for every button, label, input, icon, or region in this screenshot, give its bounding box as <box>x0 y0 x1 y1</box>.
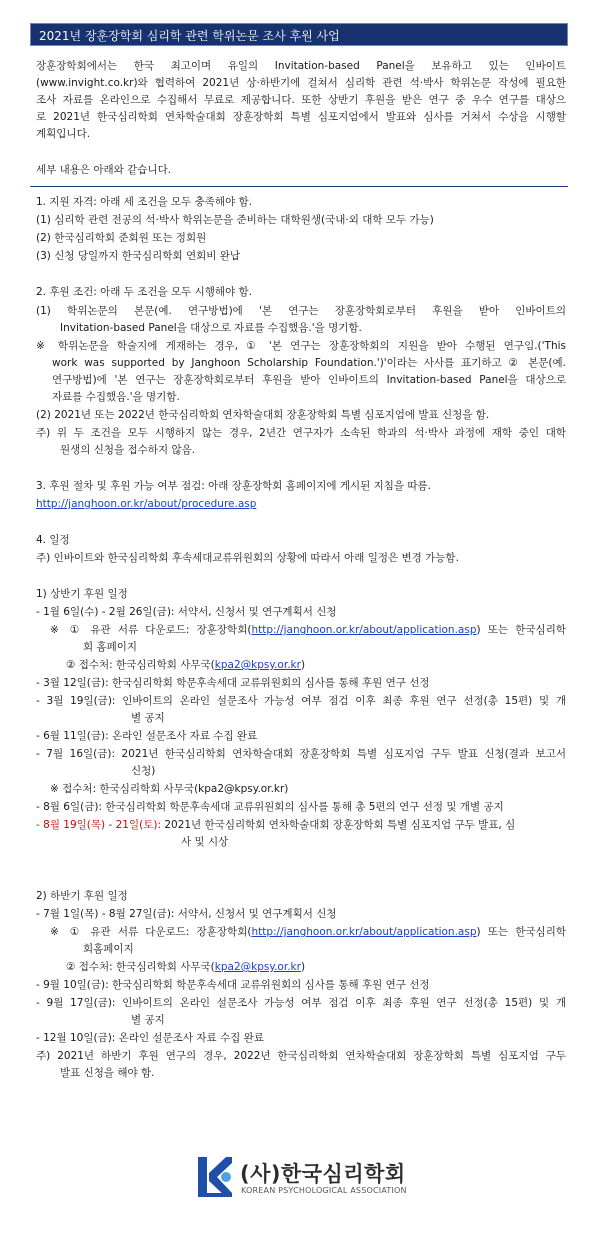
section-2-note-1: ※ 학위논문을 학술지에 게재하는 경우, ① '본 연구는 장훈장학회의 지원을 받아 수행된 연구임.('This <box>36 340 566 352</box>
kpa-logo <box>196 1153 406 1205</box>
section-1-item-1: (1) 심리학 관련 전공의 석·박사 학위논문을 준비하는 대학원생(국내·외 대학 모두 가능) <box>36 214 434 226</box>
first-half-receipt: ② 접수처: 한국심리학회 사무국(kpa2@kpsy.or.kr) <box>66 659 306 671</box>
section-1-title: 1. 지원 자격: 아래 세 조건을 모두 충족해야 함. <box>36 196 253 208</box>
section-4-title: 4. 일정 <box>36 534 70 546</box>
second-half-receipt: ② 접수처: 한국심리학회 사무국(kpa2@kpsy.or.kr) <box>66 961 306 973</box>
section-1-item-2: (2) 한국심리학회 준회원 또는 정회원 <box>36 232 207 244</box>
section-2-item-2: (2) 2021년 또는 2022년 한국심리학회 연차학술대회 장훈장학회 특별 심포지엄에 발표 신청을 함. <box>36 409 490 421</box>
first-half-item-j-cont: 사 및 시상 <box>181 836 229 848</box>
second-half-item-e-cont: 별 공지 <box>131 1014 165 1026</box>
page-title: 2021년 장훈장학회 심리학 관련 학위논문 조사 후원 사업 <box>39 29 340 43</box>
intro-line-4: 로 2021년 한국심리학회 연차학술대회 장훈장학회 특별 심포지엄에서 발표와 심사를 거쳐서 수상을 시행할 <box>36 111 566 123</box>
intro-line-1: 장훈장학회에서는 한국 최고이며 유일의 Invitation-based Panel을 보유하고 있는 인바이트 <box>36 60 566 72</box>
procedure-link[interactable]: http://janghoon.or.kr/about/procedure.asp <box>36 498 257 510</box>
first-half-item-j: - 8월 19일(목) - 21일(토): 2021년 한국심리학회 연차학술대회 장훈장학회 특별 심포지엄 구두 발표, 심 <box>36 819 516 831</box>
kpa-logo-english: KOREAN PSYCHOLOGICAL ASSOCIATION <box>241 1186 407 1195</box>
section-2-caveat-1: 주) 위 두 조건을 모두 시행하지 않는 경우, 2년간 연구자가 소속된 학과의 석·박사 과정에 재학 중인 대학 <box>36 427 566 439</box>
first-half-title: 1) 상반기 후원 일정 <box>36 588 128 600</box>
section-4-note: 주) 인바이트와 한국심리학회 후속세대교류위원회의 상황에 따라서 아래 일정은 변경 가능함. <box>36 552 459 564</box>
section-3-title: 3. 후원 절차 및 후원 가능 여부 점검: 아래 장훈장학회 홈페이지에 게시된 지침을 따름. <box>36 480 432 492</box>
section-2-caveat-2: 원생의 신청을 접수하지 않음. <box>60 444 196 456</box>
intro-line-2: (www.invight.co.kr)와 협력하여 2021년 상·하반기에 걸쳐서 심리학 관련 석·박사 학위논문 작성에 필요한 <box>36 77 566 89</box>
section-divider <box>30 186 568 187</box>
first-half-item-g-cont: 신청) <box>131 765 156 777</box>
second-half-item-a: - 7월 1일(목) - 8월 27일(금): 서약서, 신청서 및 연구계획서 신청 <box>36 908 337 920</box>
second-half-title: 2) 하반기 후원 일정 <box>36 890 128 902</box>
application-link-2[interactable]: http://janghoon.or.kr/about/application.asp <box>251 926 477 938</box>
second-half-item-d: - 9월 10일(금): 한국심리학회 학문후속세대 교류위원회의 심사를 통해 후원 연구 선정 <box>36 979 430 991</box>
email-link-2[interactable]: kpa2@kpsy.or.kr <box>214 961 301 973</box>
first-half-item-e-cont: 별 공지 <box>131 712 165 724</box>
first-half-download: ※ ① 유관 서류 다운로드: 장훈장학회(http://janghoon.or.kr/about/application.asp) 또는 한국심리학 <box>50 624 566 636</box>
first-half-download-cont: 회 홈페이지 <box>83 641 138 653</box>
symposium-date: 8월 19일(목) - 21일(토): <box>43 819 161 831</box>
section-2-note-3: 연구방법)에 '본 연구는 장훈장학회로부터 후원을 받아 인바이트의 Invitation-based Panel을 대상으로 <box>52 374 566 386</box>
section-2-title: 2. 후원 조건: 아래 두 조건을 모두 시행해야 함. <box>36 286 253 298</box>
second-half-item-e: - 9월 17일(금): 인바이트의 온라인 설문조사 가능성 여부 점검 이후 최종 후원 연구 선정(총 15편) 및 개 <box>36 997 566 1009</box>
details-label: 세부 내용은 아래와 같습니다. <box>36 164 172 176</box>
section-2-note-2: work was supported by Janghoon Scholarship Foundation.')'이라는 사사를 표기하고 ② 본문(예. <box>52 357 566 369</box>
second-half-item-f: - 12월 10일(금): 온라인 설문조사 자료 수집 완료 <box>36 1032 264 1044</box>
first-half-item-f: - 6월 11일(금): 온라인 설문조사 자료 수집 완료 <box>36 730 258 742</box>
section-1-item-3: (3) 신청 당일까지 한국심리학회 연회비 완납 <box>36 250 240 262</box>
second-half-caveat: 주) 2021년 하반기 후원 연구의 경우, 2022년 한국심리학회 연차학술대회 장훈장학회 특별 심포지엄 구두 <box>36 1050 566 1062</box>
second-half-download-cont: 회홈페이지 <box>83 943 134 955</box>
kpa-logo-mark-icon <box>196 1153 234 1201</box>
section-2-item-1-cont: Invitation-based Panel을 대상으로 자료를 수집했음.'을 명기함. <box>60 322 362 334</box>
first-half-item-g: - 7월 16일(금): 2021년 한국심리학회 연차학술대회 장훈장학회 특별 심포지엄 구두 발표 신청(결과 보고서 <box>36 748 566 760</box>
kpa-logo-korean: (사)한국심리학회 <box>240 1162 406 1186</box>
first-half-item-i: - 8월 6일(금): 한국심리학회 학문후속세대 교류위원회의 심사를 통해 총 5편의 연구 선정 및 개별 공지 <box>36 801 504 813</box>
second-half-download: ※ ① 유관 서류 다운로드: 장훈장학회(http://janghoon.or.kr/about/application.asp) 또는 한국심리학 <box>50 926 566 938</box>
intro-line-5: 계획입니다. <box>36 128 91 140</box>
application-link[interactable]: http://janghoon.or.kr/about/application.asp <box>251 624 477 636</box>
section-2-note-4: 자료를 수집했음.'을 명기함. <box>52 391 180 403</box>
first-half-item-a: - 1월 6일(수) - 2월 26일(금): 서약서, 신청서 및 연구계획서 신청 <box>36 606 337 618</box>
first-half-item-e: - 3월 19일(금): 인바이트의 온라인 설문조사 가능성 여부 점검 이후 최종 후원 연구 선정(총 15편) 및 개 <box>36 695 566 707</box>
title-banner <box>30 23 568 46</box>
first-half-item-d: - 3월 12일(금): 한국심리학회 학문후속세대 교류위원회의 심사를 통해 후원 연구 선정 <box>36 677 430 689</box>
intro-line-3: 조사 자료를 온라인으로 수집해서 무료로 제공합니다. 또한 상반기 후원을 받은 연구 중 우수 연구를 대상으 <box>36 94 566 106</box>
second-half-caveat-cont: 발표 신청을 해야 함. <box>60 1067 155 1079</box>
section-2-item-1: (1) 학위논문의 본문(예. 연구방법)에 '본 연구는 장훈장학회로부터 후원을 받아 인바이트의 <box>36 305 566 317</box>
email-link[interactable]: kpa2@kpsy.or.kr <box>214 659 301 671</box>
first-half-item-h: ※ 접수처: 한국심리학회 사무국(kpa2@kpsy.or.kr) <box>50 783 289 795</box>
